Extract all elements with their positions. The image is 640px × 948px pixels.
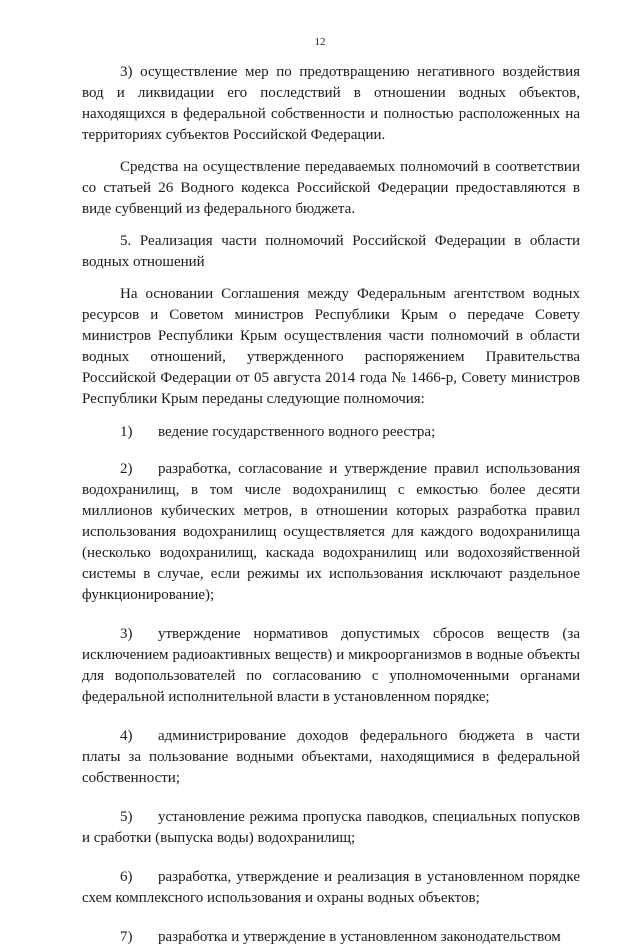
- paragraph-funding: Средства на осуществление передаваемых полномочий в соответствии со статьей 26 Водного кодекса Российской Федерации предоставляются в виде субвенций из федерального бюджета.: [82, 159, 580, 217]
- list-item: [82, 726, 580, 789]
- list-item-text: установление режима пропуска паводков, специальных попусков и сработки (выпуска воды) водохранилищ;: [82, 809, 580, 846]
- list-item: [82, 927, 580, 948]
- paragraph-agreement: На основании Соглашения между Федеральным агентством водных ресурсов и Советом министров Республики Крым о передаче Совету министров Республики Крым осуществления части полномочий в области водных отношений, утвержденного распоряжением Правительства Российской Федерации от 05 августа 2014 года № 1466-р, Совету министров Республики Крым переданы следующие полномочия:: [82, 286, 580, 407]
- list-item-number: 6): [120, 869, 133, 885]
- list-item: [82, 624, 580, 708]
- list-item-number: 7): [120, 929, 133, 945]
- list-item-number: 3): [120, 626, 133, 642]
- list-item: [82, 422, 580, 443]
- document-body: [82, 62, 580, 948]
- page-number: 12: [314, 36, 326, 48]
- section-heading-5: 5. Реализация части полномочий Российской Федерации в области водных отношений: [82, 233, 580, 270]
- list-item-text: разработка и утверждение в установленном законодательством: [158, 929, 561, 945]
- list-item-text: ведение государственного водного реестра;: [158, 424, 436, 440]
- list-item-number: 1): [120, 424, 133, 440]
- list-item-number: 2): [120, 461, 133, 477]
- paragraph-item-3-continuation: 3) осуществление мер по предотвращению негативного воздействия вод и ликвидации его последствий в отношении водных объектов, находящихся в федеральной собственности и полностью расположенных на территориях субъектов Российской Федерации.: [82, 64, 580, 143]
- list-item-text: утверждение нормативов допустимых сбросов веществ (за исключением радиоактивных веществ) и микроорганизмов в водные объекты для водопользователей по согласованию с уполномоченными органами федеральной исполнительной власти в установленном порядке;: [82, 626, 580, 705]
- list-item-text: разработка, утверждение и реализация в установленном порядке схем комплексного использования и охраны водных объектов;: [82, 869, 580, 906]
- list-item: [82, 807, 580, 849]
- list-item-number: 4): [120, 728, 133, 744]
- list-item: [82, 867, 580, 909]
- list-item: [82, 459, 580, 606]
- list-item-number: 5): [120, 809, 133, 825]
- list-item-text: разработка, согласование и утверждение правил использования водохранилищ, в том числе водохранилищ с емкостью более десяти миллионов кубических метров, в отношении которых разработка правил использования водохранилищ осуществляется для каждого водохранилища (несколько водохранилищ, каскада водохранилищ или водохозяйственной системы в случае, если режимы их использования исключают раздельное функционирование);: [82, 461, 580, 603]
- list-item-text: администрирование доходов федерального бюджета в части платы за пользование водными объектами, находящимися в федеральной собственности;: [82, 728, 580, 786]
